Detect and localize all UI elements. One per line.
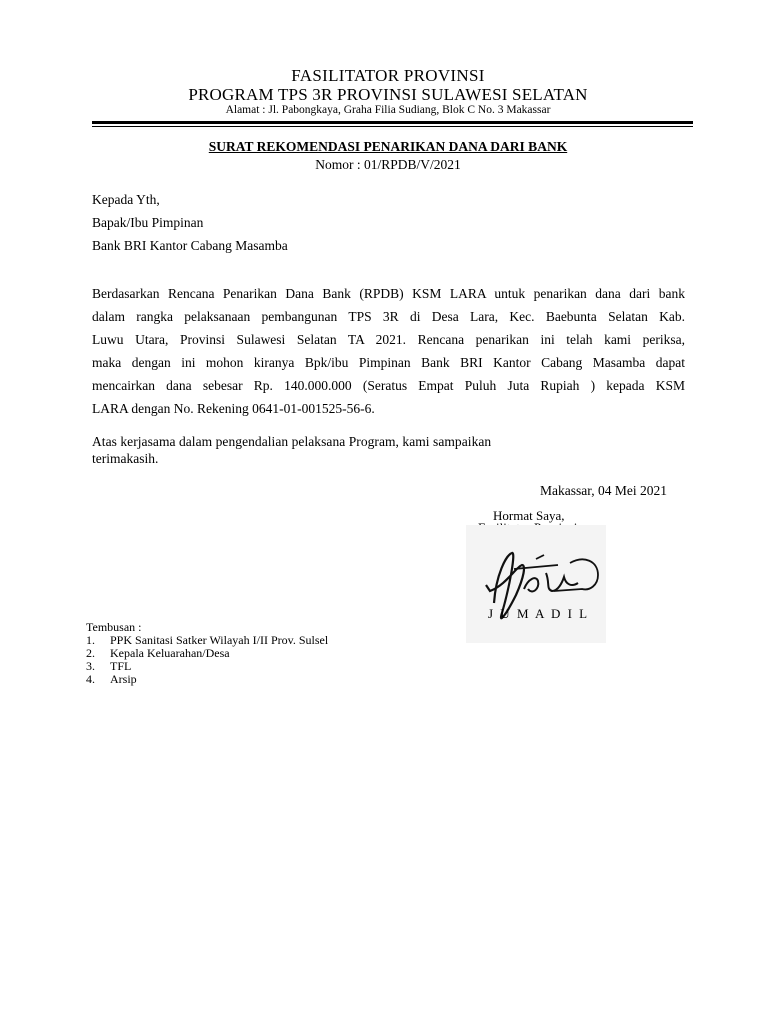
cc-item-text: Arsip — [110, 672, 137, 686]
recipient-name: Bapak/Ibu Pimpinan — [92, 215, 204, 230]
cc-label: Tembusan : — [86, 620, 142, 634]
body-line: Luwu Utara, Provinsi Sulawesi Selatan TA 2021. Rencana penarikan ini telah kami periksa, — [92, 332, 685, 347]
letter-title: SURAT REKOMENDASI PENARIKAN DANA DARI BANK — [208, 139, 568, 154]
cc-item-text: PPK Sanitasi Satker Wilayah I/II Prov. Sulsel — [110, 633, 329, 647]
cc-item-number: 3. — [86, 659, 95, 673]
cc-item-text: TFL — [110, 659, 132, 673]
header-divider-thick — [92, 121, 693, 124]
cc-item — [86, 673, 137, 686]
place-date: Makassar, 04 Mei 2021 — [540, 483, 667, 498]
cc-item-number: 2. — [86, 646, 95, 660]
cc-item — [86, 647, 230, 660]
signature-image — [466, 525, 606, 643]
body-line: mencairkan dana sebesar Rp. 140.000.000 (Seratus Empat Puluh Juta Rupiah ) kepada KSM — [92, 378, 685, 393]
recipient-bank: Bank BRI Kantor Cabang Masamba — [92, 238, 288, 253]
recipient-greeting: Kepada Yth, — [92, 192, 160, 207]
body-line: maka dengan ini mohon kiranya Bpk/ibu Pimpinan Bank BRI Kantor Cabang Masamba dapat — [92, 355, 685, 370]
letterhead-address: Alamat : Jl. Pabongkaya, Graha Filia Sudiang, Blok C No. 3 Makassar — [225, 104, 551, 116]
cc-item-text: Kepala Keluarahan/Desa — [110, 646, 230, 660]
body-line: dalam rangka pelaksanaan pembangunan TPS 3R di Desa Lara, Kec. Baebunta Selatan Kab. — [92, 309, 685, 324]
letterhead-program: PROGRAM TPS 3R PROVINSI SULAWESI SELATAN — [188, 85, 588, 104]
body-line: LARA dengan No. Rekening 0641-01-001525-56-6. — [92, 401, 375, 416]
header-divider-thin — [92, 126, 693, 127]
salutation: Hormat Saya, — [493, 508, 565, 523]
letter-number: Nomor : 01/RPDB/V/2021 — [315, 157, 461, 172]
body-line: Berdasarkan Rencana Penarikan Dana Bank (RPDB) KSM LARA untuk penarikan dana dari bank — [92, 286, 685, 301]
body-line: Atas kerjasama dalam pengendalian pelaksana Program, kami sampaikan — [92, 434, 492, 449]
cc-item-number: 4. — [86, 672, 95, 686]
cc-item-number: 1. — [86, 633, 95, 647]
letterhead-title: FASILITATOR PROVINSI — [291, 66, 485, 85]
body-line: terimakasih. — [92, 451, 159, 466]
signer-name: J U M A D I L — [488, 606, 590, 621]
